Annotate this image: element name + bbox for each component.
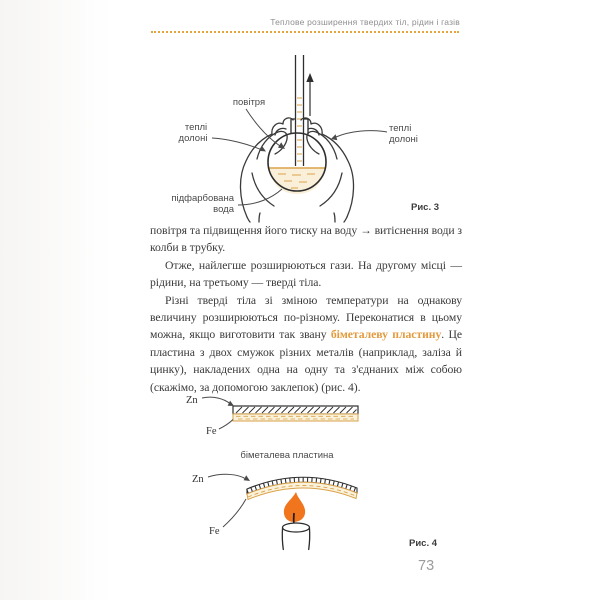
label-warm-palms-left-2: долоні — [178, 133, 208, 144]
zn-flat-arrowhead — [228, 401, 234, 406]
bimetal-strip-caption: біметалева пластина — [240, 450, 334, 461]
label-fe-bent: Fe — [209, 526, 220, 537]
paragraph-2: Отже, найлегше розширюються гази. На другому місці — рідини, на третьому — тверді тіла. — [150, 258, 462, 290]
fe-flat-connector — [219, 420, 233, 430]
bent-strip — [247, 477, 357, 499]
flat-strip-fe-layer — [233, 414, 358, 421]
right-thumb — [307, 131, 337, 159]
label-tinted-water-2: вода — [213, 204, 234, 215]
paragraph-3-post: . Це пластина з двох смужок різних металів (наприклад, заліза й цинку), накладених одна на одну та з'єднаних між собою (скажімо, за допомогою заклепок) (рис. 4). — [150, 328, 462, 394]
running-header: Теплове розширення твердих тіл, рідин і газів — [270, 17, 460, 27]
zn-bent-connector — [208, 474, 246, 479]
up-arrow — [306, 73, 313, 116]
body-text — [150, 222, 462, 396]
paragraph-1: повітря та підвищення його тиску на воду → витіснення води з колби в трубку. — [150, 224, 462, 255]
right-palms-connector — [336, 131, 387, 137]
tube-water-ticks — [297, 98, 302, 161]
candle — [282, 492, 309, 550]
label-warm-palms-left-1: теплі — [184, 122, 208, 133]
highlighted-term: біметалеву пластину — [330, 328, 442, 342]
left-palms-arrowhead — [260, 146, 266, 152]
figure-3-flask-experiment — [150, 45, 460, 223]
figure-4-caption: Рис. 4 — [409, 538, 438, 549]
page-number: 73 — [418, 558, 435, 574]
header-dotted-rule — [151, 31, 459, 33]
tinted-water — [269, 168, 326, 194]
zn-flat-connector — [202, 397, 230, 403]
paragraph-3 — [150, 292, 462, 396]
label-warm-palms-right-2: долоні — [389, 134, 418, 145]
fe-bent-connector — [223, 499, 246, 527]
page-edge-shade — [0, 0, 112, 600]
label-zn-bent: Zn — [192, 474, 204, 485]
glass-tube — [296, 55, 304, 166]
label-air: повітря — [232, 97, 266, 108]
candle-rim — [283, 523, 310, 532]
label-zn-flat: Zn — [186, 395, 198, 406]
water-connector — [238, 189, 282, 205]
label-fe-flat: Fe — [206, 426, 217, 437]
flat-strip — [233, 406, 358, 421]
label-warm-palms-right-1: теплі — [389, 123, 412, 134]
paragraph-3-pre: Різні тверді тіла зі зміною температури на однакову величину розширюються по-різному. Переконатися в цьому можна, якщо виготовити так звану — [150, 293, 462, 342]
air-connector — [246, 109, 280, 146]
figure-4-bimetal-strip — [150, 388, 460, 560]
figure-3-caption: Рис. 3 — [411, 202, 440, 213]
label-tinted-water-1: підфарбована — [171, 193, 234, 204]
